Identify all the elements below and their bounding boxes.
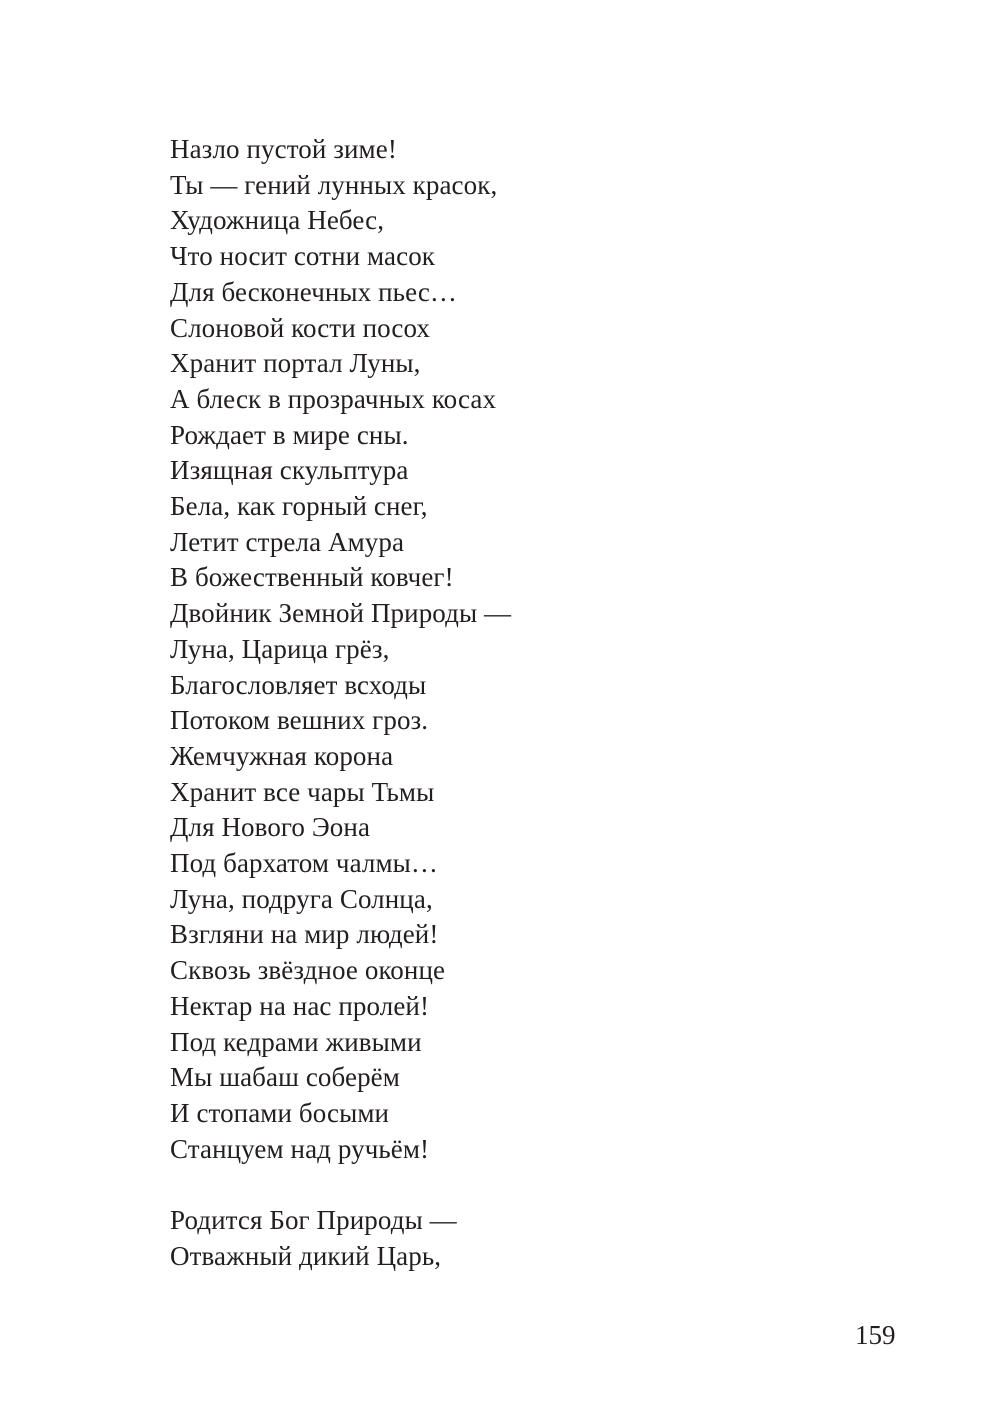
poem-line: Рождает в мире сны. <box>170 419 409 450</box>
poem-line: Изящная скульптура <box>170 455 409 486</box>
poem-line: Станцуем над ручьём! <box>170 1133 430 1164</box>
poem-line: Назло пустой зиме! <box>170 134 397 164</box>
stanza-2 <box>170 1203 511 1274</box>
poem-line: Хранит портал Луны, <box>170 348 421 379</box>
poem-line: Хранит все чары Тьмы <box>170 776 435 807</box>
poem-line: Нектар на нас пролей! <box>170 990 430 1021</box>
poem-text <box>170 132 511 1274</box>
poem-line: Сквозь звёздное оконце <box>170 955 446 986</box>
page-number: 159 <box>855 1320 896 1350</box>
poem-line: Под кедрами живыми <box>170 1026 422 1057</box>
poem-line: Потоком вешних гроз. <box>170 705 429 736</box>
poem-line: Для Нового Эона <box>170 812 371 843</box>
poem-line: Отважный дикий Царь, <box>170 1240 442 1271</box>
poem-line: Взгляни на мир людей! <box>170 919 439 950</box>
poem-line: Жемчужная корона <box>170 740 394 771</box>
poem-line: Для бесконечных пьес… <box>170 276 458 307</box>
poem-line: А блеск в прозрачных косах <box>170 383 497 414</box>
stanza-gap <box>170 1167 511 1203</box>
poem-line: Бела, как горный снег, <box>170 491 428 522</box>
poem-line: Слоновой кости посох <box>170 312 431 343</box>
poem-line: Под бархатом чалмы… <box>170 848 439 879</box>
poem-line: Двойник Земной Природы — <box>170 598 512 629</box>
poem-line: Луна, Царица грёз, <box>170 633 390 664</box>
poem-line: Мы шабаш соберём <box>170 1062 400 1093</box>
poem-line: Летит стрела Амура <box>170 526 405 557</box>
poem-line: Ты — гений лунных красок, <box>170 169 498 200</box>
poem-line: Родится Бог Природы — <box>170 1205 457 1236</box>
poem-line: Луна, подруга Солнца, <box>170 883 433 914</box>
poem-line: Благословляет всходы <box>170 669 427 700</box>
poem-line: И стопами босыми <box>170 1097 390 1128</box>
poem-line: В божественный ковчег! <box>170 562 454 593</box>
poem-line: Что носит сотни масок <box>170 241 436 272</box>
stanza-1 <box>170 132 511 1167</box>
poem-line: Художница Небес, <box>170 205 385 236</box>
